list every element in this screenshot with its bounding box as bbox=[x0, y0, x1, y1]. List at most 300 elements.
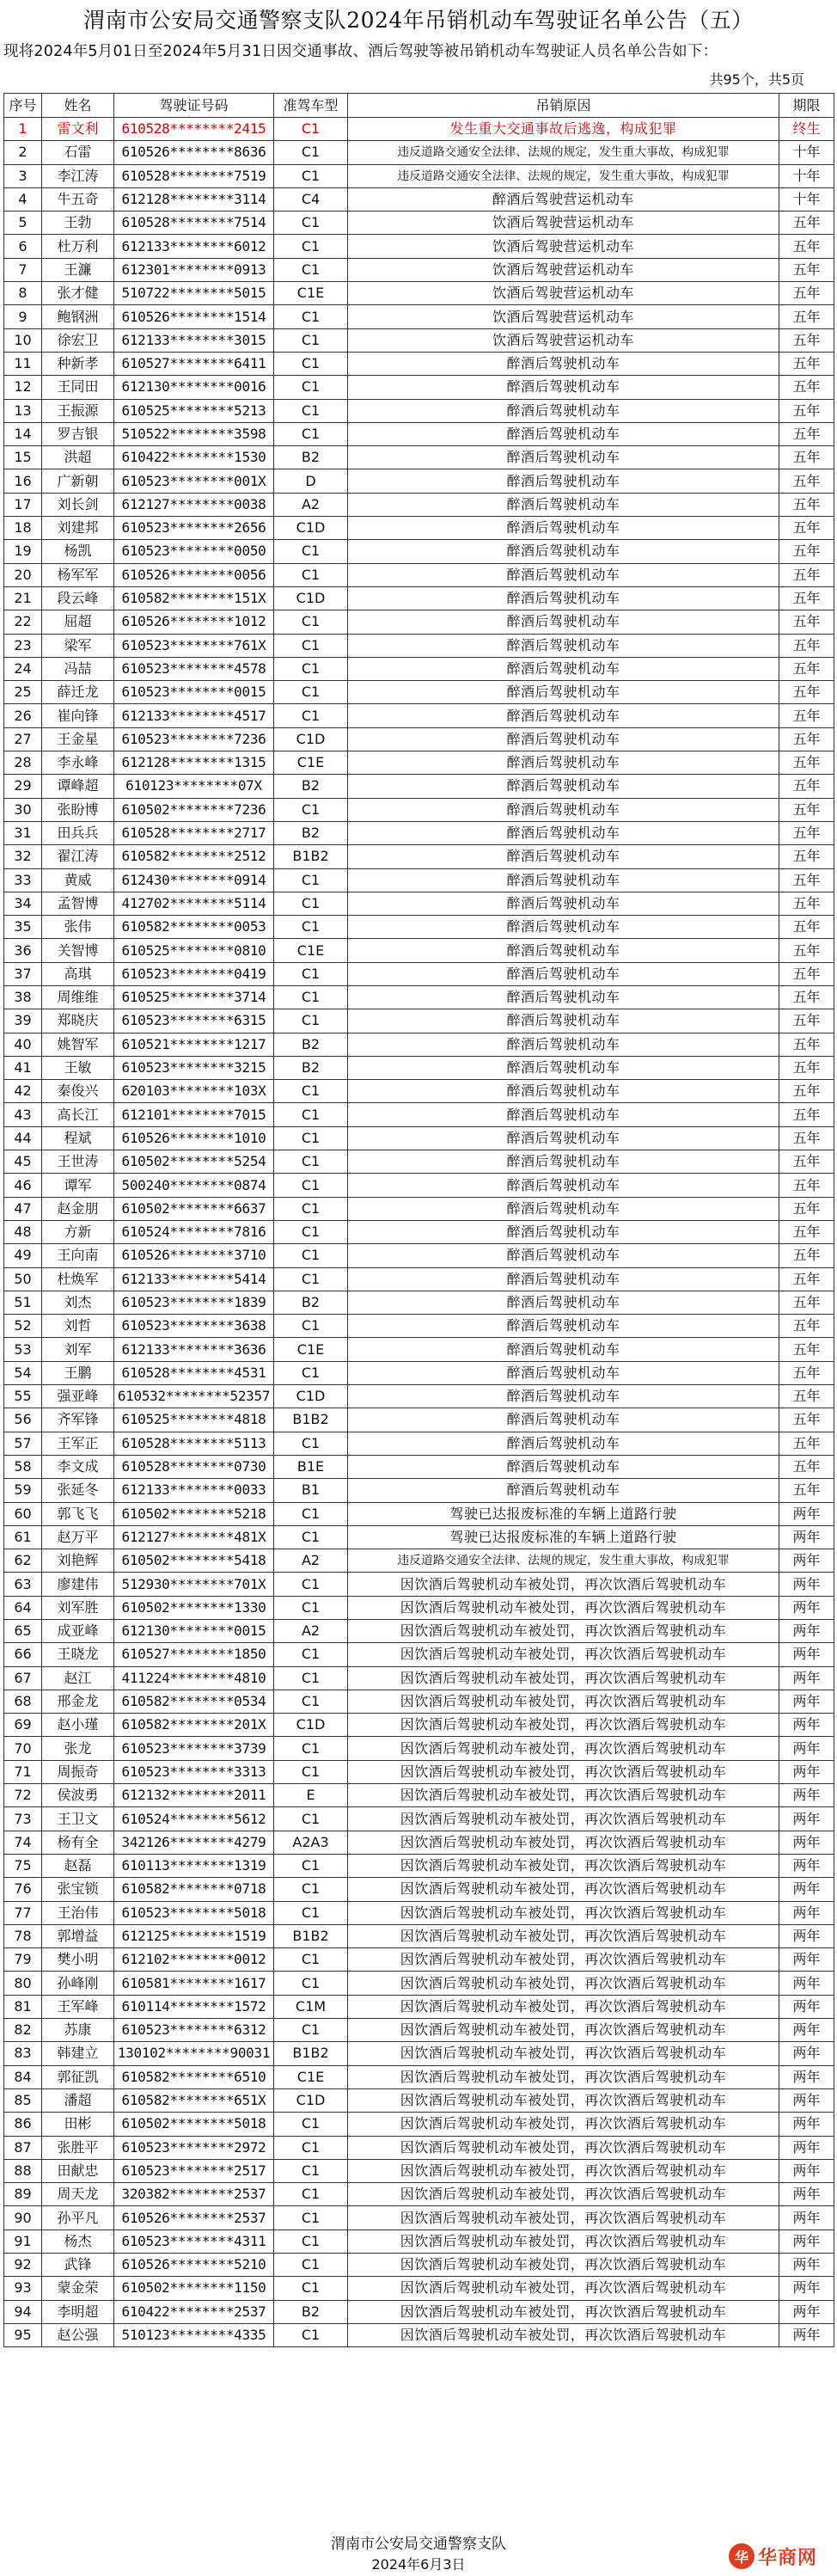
table-row bbox=[4, 916, 834, 939]
revocation-reason: 因饮酒后驾驶机动车被处罚，再次饮酒后驾驶机动车 bbox=[348, 1854, 779, 1877]
revocation-reason: 因饮酒后驾驶机动车被处罚，再次饮酒后驾驶机动车 bbox=[348, 1737, 779, 1760]
row-index: 55 bbox=[4, 1385, 42, 1408]
vehicle-class: C1 bbox=[274, 328, 348, 352]
person-name: 种新孝 bbox=[42, 352, 114, 375]
table-row bbox=[4, 821, 834, 844]
revocation-reason: 醉酒后驾驶机动车 bbox=[348, 540, 779, 563]
revocation-reason: 醉酒后驾驶机动车 bbox=[348, 751, 779, 775]
row-index: 85 bbox=[4, 2088, 42, 2112]
license-number: 610525********4818 bbox=[114, 1408, 274, 1432]
license-number: 610502********1330 bbox=[114, 1596, 274, 1619]
vehicle-class: C1 bbox=[274, 1643, 348, 1666]
revocation-reason: 因饮酒后驾驶机动车被处罚，再次饮酒后驾驶机动车 bbox=[348, 1831, 779, 1854]
row-index: 81 bbox=[4, 1995, 42, 2018]
vehicle-class: C1 bbox=[274, 1080, 348, 1103]
revocation-term: 两年 bbox=[779, 2159, 834, 2182]
person-name: 王振源 bbox=[42, 399, 114, 422]
revocation-term: 五年 bbox=[779, 305, 834, 328]
table-row bbox=[4, 1596, 834, 1619]
person-name: 石雷 bbox=[42, 141, 114, 164]
person-name: 田献忠 bbox=[42, 2159, 114, 2182]
vehicle-class: C1 bbox=[274, 1244, 348, 1267]
revocation-term: 两年 bbox=[779, 2042, 834, 2065]
row-index: 91 bbox=[4, 2229, 42, 2253]
vehicle-class: B2 bbox=[274, 1291, 348, 1314]
revocation-reason: 醉酒后驾驶机动车 bbox=[348, 1291, 779, 1314]
revocation-term: 两年 bbox=[779, 1972, 834, 1995]
row-index: 15 bbox=[4, 446, 42, 469]
revocation-reason: 因饮酒后驾驶机动车被处罚，再次饮酒后驾驶机动车 bbox=[348, 1573, 779, 1596]
vehicle-class: C1 bbox=[274, 212, 348, 235]
row-index: 90 bbox=[4, 2206, 42, 2229]
row-index: 36 bbox=[4, 939, 42, 962]
license-number: 612128********3114 bbox=[114, 187, 274, 211]
revocation-term: 两年 bbox=[779, 2323, 834, 2346]
license-number: 610523********3215 bbox=[114, 1056, 274, 1079]
revocation-term: 五年 bbox=[779, 681, 834, 704]
vehicle-class: C1 bbox=[274, 563, 348, 586]
vehicle-class: C1D bbox=[274, 586, 348, 610]
row-index: 45 bbox=[4, 1150, 42, 1174]
license-number: 610524********5612 bbox=[114, 1807, 274, 1831]
row-index: 44 bbox=[4, 1126, 42, 1150]
license-number: 610114********1572 bbox=[114, 1995, 274, 2018]
revocation-reason: 因饮酒后驾驶机动车被处罚，再次饮酒后驾驶机动车 bbox=[348, 2019, 779, 2042]
revocation-term: 五年 bbox=[779, 1197, 834, 1220]
person-name: 赵金朋 bbox=[42, 1197, 114, 1220]
vehicle-class: C1 bbox=[274, 1690, 348, 1713]
person-name: 郭征凯 bbox=[42, 2065, 114, 2088]
revocation-term: 两年 bbox=[779, 2136, 834, 2159]
row-index: 47 bbox=[4, 1197, 42, 1220]
license-number: 500240********0874 bbox=[114, 1174, 274, 1197]
license-number: 320382********2537 bbox=[114, 2183, 274, 2206]
revocation-term: 五年 bbox=[779, 1267, 834, 1291]
person-name: 赵江 bbox=[42, 1666, 114, 1690]
vehicle-class: C1 bbox=[274, 985, 348, 1009]
person-name: 刘建邦 bbox=[42, 517, 114, 540]
table-row bbox=[4, 328, 834, 352]
revocation-term: 五年 bbox=[779, 798, 834, 821]
revocation-reason: 因饮酒后驾驶机动车被处罚，再次饮酒后驾驶机动车 bbox=[348, 1995, 779, 2018]
vehicle-class: C1 bbox=[274, 916, 348, 939]
row-index: 77 bbox=[4, 1901, 42, 1924]
license-number: 612125********1519 bbox=[114, 1924, 274, 1947]
record-count: 共95个，共5页 bbox=[709, 71, 804, 88]
revocation-term: 两年 bbox=[779, 2277, 834, 2300]
row-index: 5 bbox=[4, 212, 42, 235]
person-name: 张延冬 bbox=[42, 1479, 114, 1502]
license-number: 610422********2537 bbox=[114, 2300, 274, 2323]
person-name: 杨凯 bbox=[42, 540, 114, 563]
license-number: 610523********5018 bbox=[114, 1901, 274, 1924]
revocation-reason: 违反道路交通安全法律、法规的规定，发生重大事故，构成犯罪 bbox=[348, 164, 779, 187]
revocation-reason: 因饮酒后驾驶机动车被处罚，再次饮酒后驾驶机动车 bbox=[348, 1596, 779, 1619]
table-row bbox=[4, 657, 834, 680]
revocation-term: 五年 bbox=[779, 282, 834, 305]
vehicle-class: C1 bbox=[274, 422, 348, 445]
revocation-reason: 因饮酒后驾驶机动车被处罚，再次饮酒后驾驶机动车 bbox=[348, 1714, 779, 1737]
revocation-term: 两年 bbox=[779, 1924, 834, 1947]
person-name: 杨军军 bbox=[42, 563, 114, 586]
person-name: 鲍钢洲 bbox=[42, 305, 114, 328]
table-row bbox=[4, 1620, 834, 1643]
license-number: 612127********0038 bbox=[114, 493, 274, 516]
revocation-term: 五年 bbox=[779, 892, 834, 915]
person-name: 蒙金荣 bbox=[42, 2277, 114, 2300]
row-index: 94 bbox=[4, 2300, 42, 2323]
vehicle-class: B1 bbox=[274, 1479, 348, 1502]
person-name: 杜焕军 bbox=[42, 1267, 114, 1291]
revocation-reason: 违反道路交通安全法律、法规的规定，发生重大事故，构成犯罪 bbox=[348, 1549, 779, 1573]
table-row bbox=[4, 1455, 834, 1478]
row-index: 12 bbox=[4, 376, 42, 399]
vehicle-class: D bbox=[274, 469, 348, 493]
table-row bbox=[4, 1666, 834, 1690]
person-name: 王治伟 bbox=[42, 1901, 114, 1924]
row-index: 38 bbox=[4, 985, 42, 1009]
table-row bbox=[4, 634, 834, 657]
table-row bbox=[4, 399, 834, 422]
revocation-reason: 醉酒后驾驶机动车 bbox=[348, 1126, 779, 1150]
row-index: 10 bbox=[4, 328, 42, 352]
person-name: 高琪 bbox=[42, 962, 114, 985]
revocation-reason: 醉酒后驾驶机动车 bbox=[348, 1455, 779, 1478]
revocation-term: 五年 bbox=[779, 1080, 834, 1103]
table-row bbox=[4, 422, 834, 445]
row-index: 9 bbox=[4, 305, 42, 328]
revocation-reason: 醉酒后驾驶机动车 bbox=[348, 563, 779, 586]
person-name: 罗吉银 bbox=[42, 422, 114, 445]
row-index: 70 bbox=[4, 1737, 42, 1760]
revocation-term: 两年 bbox=[779, 1807, 834, 1831]
person-name: 李文成 bbox=[42, 1455, 114, 1478]
row-index: 79 bbox=[4, 1948, 42, 1972]
vehicle-class: C1 bbox=[274, 2183, 348, 2206]
revocation-term: 五年 bbox=[779, 1291, 834, 1314]
vehicle-class: C1 bbox=[274, 1807, 348, 1831]
table-body bbox=[4, 118, 834, 2347]
row-index: 63 bbox=[4, 1573, 42, 1596]
vehicle-class: C1 bbox=[274, 2254, 348, 2277]
person-name: 齐军锋 bbox=[42, 1408, 114, 1432]
vehicle-class: C1 bbox=[274, 1878, 348, 1901]
table-row bbox=[4, 141, 834, 164]
table-row bbox=[4, 775, 834, 798]
revocation-term: 五年 bbox=[779, 1150, 834, 1174]
revocation-term: 两年 bbox=[779, 1737, 834, 1760]
revocation-term: 两年 bbox=[779, 1666, 834, 1690]
row-index: 64 bbox=[4, 1596, 42, 1619]
revocation-reason: 违反道路交通安全法律、法规的规定，发生重大事故，构成犯罪 bbox=[348, 141, 779, 164]
person-name: 张盼博 bbox=[42, 798, 114, 821]
row-index: 6 bbox=[4, 235, 42, 258]
table-row bbox=[4, 1525, 834, 1549]
revocation-term: 五年 bbox=[779, 610, 834, 634]
vehicle-class: C1D bbox=[274, 727, 348, 751]
license-number: 610523********4578 bbox=[114, 657, 274, 680]
person-name: 王金星 bbox=[42, 727, 114, 751]
license-number: 612130********0015 bbox=[114, 1620, 274, 1643]
vehicle-class: C1 bbox=[274, 1972, 348, 1995]
vehicle-class: B2 bbox=[274, 446, 348, 469]
person-name: 崔向锋 bbox=[42, 704, 114, 727]
license-number: 612130********0016 bbox=[114, 376, 274, 399]
vehicle-class: A2 bbox=[274, 1620, 348, 1643]
revocation-term: 五年 bbox=[779, 1126, 834, 1150]
table-row bbox=[4, 1361, 834, 1384]
revocation-reason: 因饮酒后驾驶机动车被处罚，再次饮酒后驾驶机动车 bbox=[348, 2065, 779, 2088]
revocation-reason: 驾驶已达报废标准的车辆上道路行驶 bbox=[348, 1525, 779, 1549]
row-index: 3 bbox=[4, 164, 42, 187]
table-row bbox=[4, 1338, 834, 1361]
revocation-term: 两年 bbox=[779, 1760, 834, 1783]
person-name: 牛五奇 bbox=[42, 187, 114, 211]
table-row bbox=[4, 1901, 834, 1924]
table-row bbox=[4, 1103, 834, 1126]
vehicle-class: C1 bbox=[274, 1432, 348, 1455]
revocation-reason: 醉酒后驾驶机动车 bbox=[348, 1361, 779, 1384]
row-index: 87 bbox=[4, 2136, 42, 2159]
row-index: 74 bbox=[4, 1831, 42, 1854]
person-name: 郭飞飞 bbox=[42, 1502, 114, 1525]
table-row bbox=[4, 845, 834, 868]
revocation-reason: 醉酒后驾驶机动车 bbox=[348, 704, 779, 727]
revocation-term: 两年 bbox=[779, 1714, 834, 1737]
table-row bbox=[4, 2183, 834, 2206]
row-index: 82 bbox=[4, 2019, 42, 2042]
revocation-term: 五年 bbox=[779, 1244, 834, 1267]
revocation-reason: 因饮酒后驾驶机动车被处罚，再次饮酒后驾驶机动车 bbox=[348, 1643, 779, 1666]
row-index: 42 bbox=[4, 1080, 42, 1103]
revocation-reason: 醉酒后驾驶机动车 bbox=[348, 1056, 779, 1079]
row-index: 26 bbox=[4, 704, 42, 727]
row-index: 71 bbox=[4, 1760, 42, 1783]
revocation-term: 五年 bbox=[779, 939, 834, 962]
person-name: 刘军 bbox=[42, 1338, 114, 1361]
row-index: 19 bbox=[4, 540, 42, 563]
table-row bbox=[4, 446, 834, 469]
row-index: 60 bbox=[4, 1502, 42, 1525]
table-row bbox=[4, 1924, 834, 1947]
person-name: 田彬 bbox=[42, 2113, 114, 2136]
license-number: 610528********4531 bbox=[114, 1361, 274, 1384]
vehicle-class: B1B2 bbox=[274, 1924, 348, 1947]
revocation-term: 五年 bbox=[779, 563, 834, 586]
revocation-reason: 醉酒后驾驶机动车 bbox=[348, 1033, 779, 1056]
table-row bbox=[4, 1854, 834, 1877]
person-name: 张才健 bbox=[42, 282, 114, 305]
revocation-reason: 因饮酒后驾驶机动车被处罚，再次饮酒后驾驶机动车 bbox=[348, 2159, 779, 2182]
vehicle-class: C1 bbox=[274, 1315, 348, 1338]
table-row bbox=[4, 868, 834, 892]
license-number: 610422********1530 bbox=[114, 446, 274, 469]
license-number: 612133********6012 bbox=[114, 235, 274, 258]
license-number: 342126********4279 bbox=[114, 1831, 274, 1854]
table-row bbox=[4, 2323, 834, 2346]
table-row bbox=[4, 212, 834, 235]
row-index: 67 bbox=[4, 1666, 42, 1690]
table-row bbox=[4, 727, 834, 751]
vehicle-class: C1 bbox=[274, 1666, 348, 1690]
vehicle-class: C1 bbox=[274, 657, 348, 680]
vehicle-class: A2 bbox=[274, 1549, 348, 1573]
row-index: 14 bbox=[4, 422, 42, 445]
license-number: 610523********761X bbox=[114, 634, 274, 657]
revocation-term: 五年 bbox=[779, 751, 834, 775]
revocation-term: 五年 bbox=[779, 1455, 834, 1478]
table-row bbox=[4, 1760, 834, 1783]
vehicle-class: A2 bbox=[274, 493, 348, 516]
person-name: 冯喆 bbox=[42, 657, 114, 680]
row-index: 76 bbox=[4, 1878, 42, 1901]
revocation-term: 两年 bbox=[779, 1854, 834, 1877]
table-row bbox=[4, 2206, 834, 2229]
revocation-term: 五年 bbox=[779, 962, 834, 985]
person-name: 杜万利 bbox=[42, 235, 114, 258]
revocation-term: 五年 bbox=[779, 1385, 834, 1408]
vehicle-class: C1 bbox=[274, 1901, 348, 1924]
table-row bbox=[4, 164, 834, 187]
license-number: 512930********701X bbox=[114, 1573, 274, 1596]
person-name: 谭军 bbox=[42, 1174, 114, 1197]
person-name: 王敏 bbox=[42, 1056, 114, 1079]
license-number: 612133********5414 bbox=[114, 1267, 274, 1291]
table-row bbox=[4, 118, 834, 141]
revocation-term: 两年 bbox=[779, 1690, 834, 1713]
license-number: 610528********2717 bbox=[114, 821, 274, 844]
revocation-reason: 醉酒后驾驶机动车 bbox=[348, 1174, 779, 1197]
revocation-term: 五年 bbox=[779, 517, 834, 540]
license-number: 612133********3015 bbox=[114, 328, 274, 352]
revocation-reason: 醉酒后驾驶机动车 bbox=[348, 892, 779, 915]
table-row bbox=[4, 1831, 834, 1854]
revocation-reason: 醉酒后驾驶机动车 bbox=[348, 798, 779, 821]
revocation-term: 五年 bbox=[779, 821, 834, 844]
vehicle-class: C1D bbox=[274, 1714, 348, 1737]
vehicle-class: C1E bbox=[274, 751, 348, 775]
table-row bbox=[4, 2136, 834, 2159]
row-index: 84 bbox=[4, 2065, 42, 2088]
revocation-term: 五年 bbox=[779, 1408, 834, 1432]
row-index: 25 bbox=[4, 681, 42, 704]
person-name: 赵公强 bbox=[42, 2323, 114, 2346]
vehicle-class: C1 bbox=[274, 258, 348, 281]
person-name: 田兵兵 bbox=[42, 821, 114, 844]
vehicle-class: C1 bbox=[274, 610, 348, 634]
table-row bbox=[4, 610, 834, 634]
row-index: 56 bbox=[4, 1408, 42, 1432]
license-number: 612101********7015 bbox=[114, 1103, 274, 1126]
revocation-term: 两年 bbox=[779, 2206, 834, 2229]
table-row bbox=[4, 681, 834, 704]
table-row bbox=[4, 1549, 834, 1573]
table-row bbox=[4, 2277, 834, 2300]
table-row bbox=[4, 1056, 834, 1079]
person-name: 赵磊 bbox=[42, 1854, 114, 1877]
revocation-reason: 因饮酒后驾驶机动车被处罚，再次饮酒后驾驶机动车 bbox=[348, 1948, 779, 1972]
revocation-reason: 因饮酒后驾驶机动车被处罚，再次饮酒后驾驶机动车 bbox=[348, 2229, 779, 2253]
license-number: 610526********3710 bbox=[114, 1244, 274, 1267]
revocation-reason: 醉酒后驾驶机动车 bbox=[348, 821, 779, 844]
vehicle-class: C1 bbox=[274, 352, 348, 375]
header-revocation-reason: 吊销原因 bbox=[348, 94, 779, 118]
table-row bbox=[4, 1033, 834, 1056]
vehicle-class: B1B2 bbox=[274, 845, 348, 868]
notice-intro: 现将2024年5月01日至2024年5月31日因交通事故、酒后驾驶等被吊销机动车驾驶证人员名单公告如下： bbox=[3, 43, 718, 60]
person-name: 秦俊兴 bbox=[42, 1080, 114, 1103]
revocation-term: 五年 bbox=[779, 1103, 834, 1126]
license-number: 610582********0718 bbox=[114, 1878, 274, 1901]
license-number: 610502********1150 bbox=[114, 2277, 274, 2300]
revocation-reason: 醉酒后驾驶机动车 bbox=[348, 634, 779, 657]
vehicle-class: C1 bbox=[274, 798, 348, 821]
license-number: 130102********90031 bbox=[114, 2042, 274, 2065]
person-name: 王军峰 bbox=[42, 1995, 114, 2018]
license-number: 610523********3638 bbox=[114, 1315, 274, 1338]
row-index: 51 bbox=[4, 1291, 42, 1314]
vehicle-class: C1 bbox=[274, 1174, 348, 1197]
revocation-term: 五年 bbox=[779, 422, 834, 445]
person-name: 赵小瑾 bbox=[42, 1714, 114, 1737]
revocation-reason: 因饮酒后驾驶机动车被处罚，再次饮酒后驾驶机动车 bbox=[348, 1924, 779, 1947]
license-number: 610523********6312 bbox=[114, 2019, 274, 2042]
row-index: 80 bbox=[4, 1972, 42, 1995]
vehicle-class: C1 bbox=[274, 1854, 348, 1877]
table-row bbox=[4, 2159, 834, 2182]
license-number: 610113********1319 bbox=[114, 1854, 274, 1877]
revocation-term: 两年 bbox=[779, 2113, 834, 2136]
person-name: 高长江 bbox=[42, 1103, 114, 1126]
header-name: 姓名 bbox=[42, 94, 114, 118]
row-index: 35 bbox=[4, 916, 42, 939]
revocation-reason: 饮酒后驾驶营运机动车 bbox=[348, 258, 779, 281]
row-index: 62 bbox=[4, 1549, 42, 1573]
revocation-reason: 饮酒后驾驶营运机动车 bbox=[348, 235, 779, 258]
license-number: 610523********7236 bbox=[114, 727, 274, 751]
revocation-term: 两年 bbox=[779, 2254, 834, 2277]
table-row bbox=[4, 2229, 834, 2253]
license-number: 610525********3714 bbox=[114, 985, 274, 1009]
revocation-term: 五年 bbox=[779, 845, 834, 868]
person-name: 侯波勇 bbox=[42, 1784, 114, 1807]
vehicle-class: B2 bbox=[274, 821, 348, 844]
license-number: 610527********6411 bbox=[114, 352, 274, 375]
watermark-logo-icon: 华 bbox=[729, 2543, 755, 2569]
table-row bbox=[4, 1244, 834, 1267]
license-number: 610502********5218 bbox=[114, 1502, 274, 1525]
revocation-reason: 醉酒后驾驶机动车 bbox=[348, 586, 779, 610]
license-number: 610523********2972 bbox=[114, 2136, 274, 2159]
person-name: 杨杰 bbox=[42, 2229, 114, 2253]
person-name: 谭峰超 bbox=[42, 775, 114, 798]
row-index: 37 bbox=[4, 962, 42, 985]
table-row bbox=[4, 235, 834, 258]
vehicle-class: B2 bbox=[274, 2300, 348, 2323]
revocation-table bbox=[3, 93, 834, 2347]
revocation-reason: 因饮酒后驾驶机动车被处罚，再次饮酒后驾驶机动车 bbox=[348, 2300, 779, 2323]
license-number: 612430********0914 bbox=[114, 868, 274, 892]
vehicle-class: C1 bbox=[274, 681, 348, 704]
license-number: 612133********0033 bbox=[114, 1479, 274, 1502]
revocation-term: 两年 bbox=[779, 1901, 834, 1924]
revocation-reason: 醉酒后驾驶机动车 bbox=[348, 1150, 779, 1174]
person-name: 刘哲 bbox=[42, 1315, 114, 1338]
table-row bbox=[4, 1080, 834, 1103]
vehicle-class: C1D bbox=[274, 1385, 348, 1408]
revocation-reason: 醉酒后驾驶机动车 bbox=[348, 352, 779, 375]
table-row bbox=[4, 798, 834, 821]
